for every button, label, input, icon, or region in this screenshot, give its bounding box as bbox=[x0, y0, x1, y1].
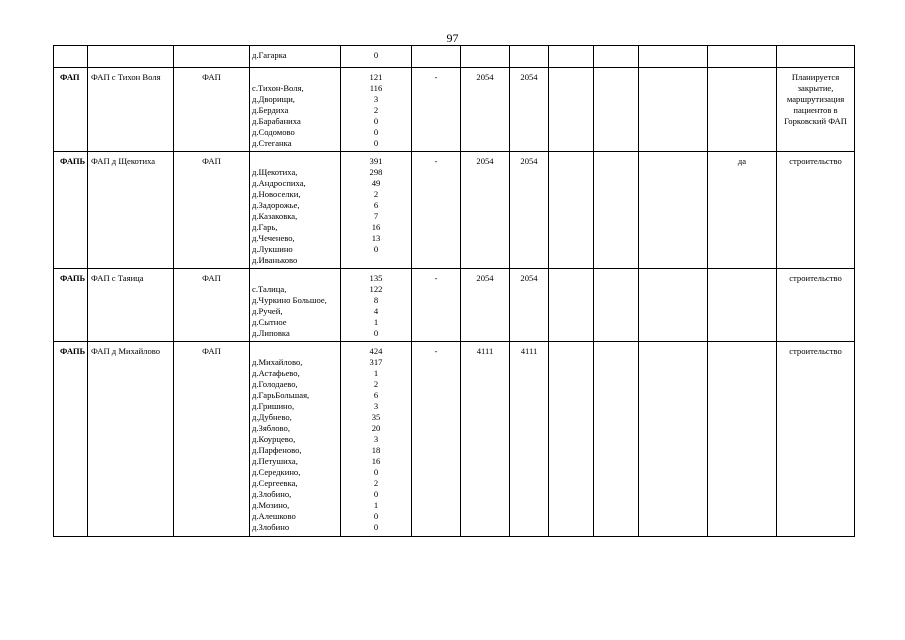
population-value: 1 bbox=[373, 368, 379, 378]
facility-name-cell: ФАП д Щекотиха bbox=[88, 152, 174, 269]
empty-cell bbox=[88, 46, 174, 68]
facility-type-cell: ФАП bbox=[54, 68, 88, 152]
population-value bbox=[341, 255, 411, 266]
empty-cell bbox=[549, 152, 594, 269]
village-name: д.Злобино bbox=[252, 522, 290, 532]
population-value: 2 bbox=[373, 105, 379, 115]
population-value: 122 bbox=[369, 284, 383, 294]
population-value: 18 bbox=[371, 445, 381, 455]
village-name: д.Мозино, bbox=[252, 500, 290, 510]
empty-cell bbox=[54, 46, 88, 68]
empty-cell bbox=[549, 342, 594, 537]
population-value: 2 bbox=[373, 379, 379, 389]
population-value: 298 bbox=[369, 167, 383, 177]
dash-cell: - bbox=[412, 68, 461, 152]
table-row bbox=[54, 152, 855, 269]
population-value: 0 bbox=[373, 138, 379, 148]
population-value: 13 bbox=[371, 233, 381, 243]
empty-cell bbox=[549, 68, 594, 152]
village-name: д.Зяблово, bbox=[252, 423, 290, 433]
flag-cell bbox=[708, 68, 777, 152]
village-name: д.Новоселки, bbox=[252, 189, 301, 199]
population-value: 1 bbox=[373, 317, 379, 327]
population-value: 2 bbox=[373, 478, 379, 488]
village-name: д.Коурцево, bbox=[252, 434, 296, 444]
facility-type-cell: ФАПЬ bbox=[54, 269, 88, 342]
population-value: 0 bbox=[373, 511, 379, 521]
table-row bbox=[54, 342, 855, 537]
village-name: д.Дубнево, bbox=[252, 412, 292, 422]
empty-cell bbox=[639, 152, 708, 269]
village-name: д.Петушиха, bbox=[252, 456, 298, 466]
empty-cell bbox=[639, 46, 708, 68]
flag-cell: да bbox=[708, 152, 777, 269]
village-name: д.Ручей, bbox=[252, 306, 283, 316]
note-cell: Планируется закрытие, маршрутизация пациентов в Горковский ФАП bbox=[777, 68, 855, 152]
population-cell: 0 bbox=[341, 46, 412, 68]
population-value: 3 bbox=[373, 94, 379, 104]
facilities-table bbox=[53, 45, 855, 537]
village-name: д.Задорожье, bbox=[252, 200, 300, 210]
population-value: 7 bbox=[373, 211, 379, 221]
population-cell bbox=[341, 152, 412, 269]
facility-type-cell: ФАПЬ bbox=[54, 342, 88, 537]
empty-cell bbox=[777, 46, 855, 68]
population-value: 135 bbox=[369, 273, 383, 283]
village-name: д.Голодаево, bbox=[252, 379, 298, 389]
dash-cell: - bbox=[412, 152, 461, 269]
flag-cell bbox=[708, 342, 777, 537]
year-cell: 2054 bbox=[510, 68, 549, 152]
population-value: 3 bbox=[373, 434, 379, 444]
empty-cell bbox=[594, 68, 639, 152]
table-row-continuation bbox=[54, 46, 855, 68]
population-value: 16 bbox=[371, 456, 381, 466]
empty-cell bbox=[708, 46, 777, 68]
population-value: 3 bbox=[373, 401, 379, 411]
empty-cell bbox=[639, 68, 708, 152]
village-name bbox=[252, 273, 340, 284]
empty-cell bbox=[594, 342, 639, 537]
village-name: д.Щекотиха, bbox=[252, 167, 298, 177]
village-name: д.Михайлово, bbox=[252, 357, 303, 367]
village-name: д.Барабаниха bbox=[252, 116, 301, 126]
village-name: д.Содомово bbox=[252, 127, 295, 137]
facility-kind-cell: ФАП bbox=[174, 68, 250, 152]
population-value: 0 bbox=[373, 244, 379, 254]
villages-cell bbox=[250, 342, 341, 537]
empty-cell bbox=[412, 46, 461, 68]
empty-cell bbox=[549, 269, 594, 342]
village-name: д.Стеганка bbox=[252, 138, 292, 148]
facility-type-cell: ФАПЬ bbox=[54, 152, 88, 269]
population-value: 2 bbox=[373, 189, 379, 199]
year-cell: 4111 bbox=[461, 342, 510, 537]
facility-name-cell: ФАП с Тихон Воля bbox=[88, 68, 174, 152]
population-value: 0 bbox=[373, 116, 379, 126]
village-name bbox=[252, 346, 340, 357]
note-cell: строительство bbox=[777, 152, 855, 269]
year-cell: 2054 bbox=[510, 152, 549, 269]
year-cell: 2054 bbox=[461, 152, 510, 269]
note-cell: строительство bbox=[777, 342, 855, 537]
village-name: д.Середкино, bbox=[252, 467, 301, 477]
village-name: д.Гарь, bbox=[252, 222, 278, 232]
village-name: д.Сытное bbox=[252, 317, 287, 327]
village-name: д.Казаковка, bbox=[252, 211, 298, 221]
year-cell: 2054 bbox=[461, 269, 510, 342]
facility-name-cell: ФАП д Михайлово bbox=[88, 342, 174, 537]
flag-cell bbox=[708, 269, 777, 342]
village-cell: д.Гагарка bbox=[250, 46, 341, 68]
population-cell bbox=[341, 269, 412, 342]
villages-cell bbox=[250, 269, 341, 342]
villages-cell bbox=[250, 152, 341, 269]
empty-cell bbox=[510, 46, 549, 68]
population-value: 6 bbox=[373, 390, 379, 400]
facility-name-cell: ФАП с Таяица bbox=[88, 269, 174, 342]
population-value: 317 bbox=[369, 357, 383, 367]
village-name: д.Астафьево, bbox=[252, 368, 300, 378]
empty-cell bbox=[594, 152, 639, 269]
population-value: 6 bbox=[373, 200, 379, 210]
population-value: 35 bbox=[371, 412, 381, 422]
empty-cell bbox=[639, 269, 708, 342]
population-value: 0 bbox=[373, 328, 379, 338]
facility-kind-cell: ФАП bbox=[174, 152, 250, 269]
population-value: 16 bbox=[371, 222, 381, 232]
year-cell: 2054 bbox=[510, 269, 549, 342]
population-value: 121 bbox=[369, 72, 383, 82]
empty-cell bbox=[594, 269, 639, 342]
note-cell: строительство bbox=[777, 269, 855, 342]
population-value: 0 bbox=[373, 127, 379, 137]
village-name bbox=[252, 156, 340, 167]
empty-cell bbox=[549, 46, 594, 68]
population-value: 0 bbox=[373, 522, 379, 532]
village-name: д.Алешково bbox=[252, 511, 296, 521]
population-cell bbox=[341, 342, 412, 537]
village-name: д.Чеченево, bbox=[252, 233, 295, 243]
village-name: д.Дворищи, bbox=[252, 94, 295, 104]
empty-cell bbox=[461, 46, 510, 68]
village-name bbox=[252, 72, 340, 83]
year-cell: 4111 bbox=[510, 342, 549, 537]
empty-cell bbox=[174, 46, 250, 68]
village-name: д.ГарьБольшая, bbox=[252, 390, 310, 400]
population-cell bbox=[341, 68, 412, 152]
village-name: д.Парфеново, bbox=[252, 445, 302, 455]
table-row bbox=[54, 68, 855, 152]
year-cell: 2054 bbox=[461, 68, 510, 152]
village-name: с.Тихон-Воля, bbox=[252, 83, 304, 93]
village-name: д.Иваньково bbox=[252, 255, 298, 265]
village-name: с.Талица, bbox=[252, 284, 287, 294]
population-value: 20 bbox=[371, 423, 381, 433]
population-value: 0 bbox=[373, 467, 379, 477]
population-value: 424 bbox=[369, 346, 383, 356]
village-name: д.Сергеевка, bbox=[252, 478, 298, 488]
village-name: д.Липовка bbox=[252, 328, 290, 338]
population-value: 8 bbox=[373, 295, 379, 305]
facility-kind-cell: ФАП bbox=[174, 269, 250, 342]
village-name: д.Лукшино bbox=[252, 244, 293, 254]
village-name: д.Андроспиха, bbox=[252, 178, 306, 188]
dash-cell: - bbox=[412, 342, 461, 537]
population-value: 116 bbox=[369, 83, 383, 93]
village-name: д.Чуркино Большое, bbox=[252, 295, 327, 305]
population-value: 391 bbox=[369, 156, 383, 166]
villages-cell bbox=[250, 68, 341, 152]
village-name: д.Гришино, bbox=[252, 401, 295, 411]
table-row bbox=[54, 269, 855, 342]
empty-cell bbox=[639, 342, 708, 537]
dash-cell: - bbox=[412, 269, 461, 342]
page-number: 97 bbox=[446, 31, 459, 45]
facility-kind-cell: ФАП bbox=[174, 342, 250, 537]
population-value: 0 bbox=[373, 489, 379, 499]
village-name: д.Бердиха bbox=[252, 105, 289, 115]
empty-cell bbox=[594, 46, 639, 68]
village-name: д.Злобино, bbox=[252, 489, 292, 499]
population-value: 49 bbox=[371, 178, 381, 188]
population-value: 1 bbox=[373, 500, 379, 510]
population-value: 4 bbox=[373, 306, 379, 316]
